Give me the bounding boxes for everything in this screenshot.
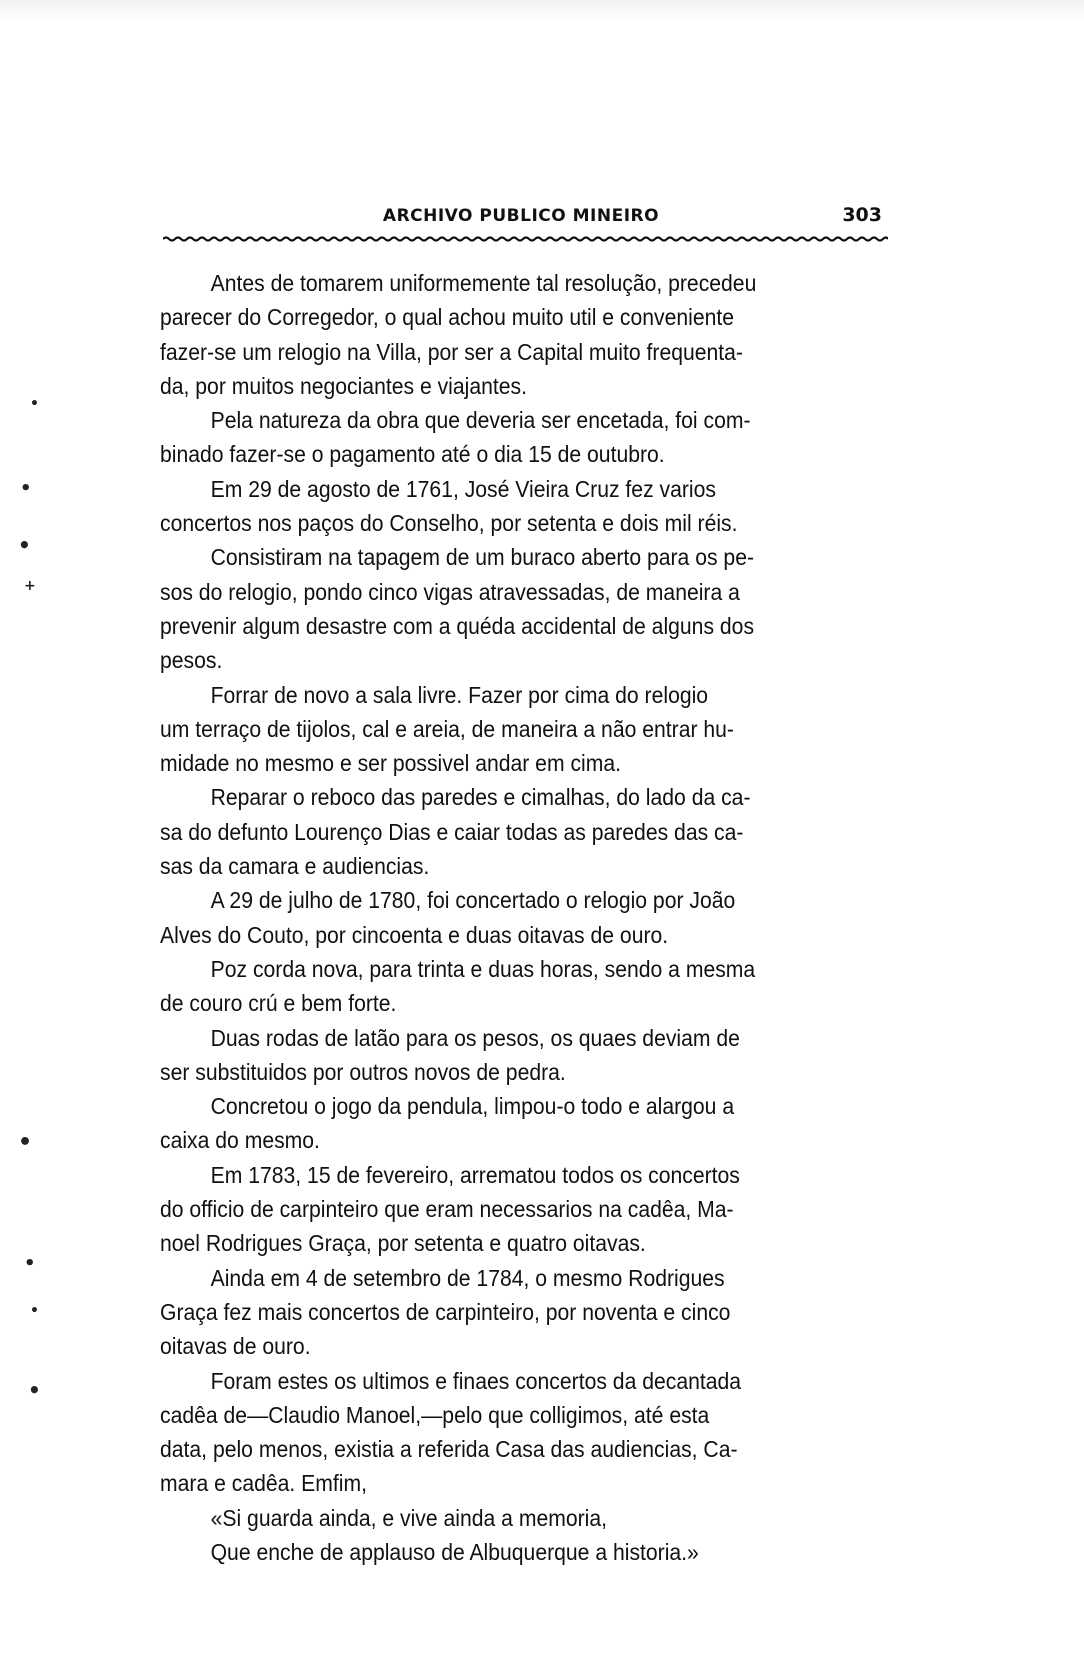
text-line: Em 29 de agosto de 1761, José Vieira Cruz fez varios: [210, 475, 716, 502]
text-line: midade no mesmo e ser possivel andar em cima.: [160, 750, 622, 777]
page-number: 303: [842, 204, 882, 226]
text-line: cadêa de—Claudio Manoel,—pelo que colligimos, até esta: [160, 1401, 710, 1428]
text-line: Ainda em 4 de setembro de 1784, o mesmo Rodrigues: [210, 1264, 725, 1291]
margin-mark: •: [28, 1378, 41, 1402]
text-line: prevenir algum desastre com a quéda accidental de alguns dos: [160, 612, 755, 639]
margin-mark: •: [18, 533, 31, 557]
page-header: [163, 196, 888, 236]
text-line: «Si guarda ainda, e vive ainda a memoria,: [210, 1504, 608, 1531]
text-line: pesos.: [160, 647, 223, 674]
running-title: ARCHIVO PUBLICO MINEIRO: [382, 206, 660, 226]
text-line: Pela natureza da obra que deveria ser encetada, foi com-: [210, 407, 751, 434]
text-line: Reparar o reboco das paredes e cimalhas, do lado da ca-: [210, 784, 751, 811]
text-line: parecer do Corregedor, o qual achou muito util e conveniente: [160, 304, 735, 331]
margin-mark: •: [18, 1130, 33, 1155]
text-line: oitavas de ouro.: [160, 1333, 311, 1360]
margin-mark: •: [24, 1253, 36, 1274]
text-line: Consistiram na tapagem de um buraco aberto para os pe-: [210, 544, 755, 571]
text-line: Duas rodas de latão para os pesos, os quaes deviam de: [210, 1024, 740, 1051]
text-line: sas da camara e audiencias.: [160, 853, 430, 880]
margin-mark: +: [24, 578, 36, 594]
text-line: mara e cadêa. Emfim,: [160, 1470, 367, 1497]
text-line: de couro crú e bem forte.: [160, 990, 397, 1017]
text-line: fazer-se um relogio na Villa, por ser a Capital muito frequenta-: [160, 338, 743, 365]
margin-mark: •: [20, 478, 32, 499]
text-line: da, por muitos negociantes e viajantes.: [160, 372, 527, 399]
text-line: Que enche de applauso de Albuquerque a historia.»: [210, 1538, 699, 1565]
margin-mark: •: [30, 396, 39, 412]
margin-mark: •: [30, 1303, 39, 1319]
text-line: um terraço de tijolos, cal e areia, de maneira a não entrar hu-: [160, 715, 734, 742]
text-line: Em 1783, 15 de fevereiro, arrematou todos os concertos: [210, 1161, 740, 1188]
body-text: [160, 266, 886, 1569]
text-line: noel Rodrigues Graça, por setenta e quatro oitavas.: [160, 1230, 646, 1257]
text-line: Alves do Couto, por cincoenta e duas oitavas de ouro.: [160, 921, 669, 948]
text-line: sa do defunto Lourenço Dias e caiar todas as paredes das ca-: [160, 818, 744, 845]
text-line: ser substituidos por outros novos de pedra.: [160, 1058, 566, 1085]
scan-edge-shadow: [0, 0, 1084, 22]
text-line: Foram estes os ultimos e finaes concertos da decantada: [210, 1367, 742, 1394]
header-wavy-rule: [163, 236, 888, 242]
text-line: caixa do mesmo.: [160, 1127, 320, 1154]
text-line: concertos nos paços do Conselho, por setenta e dois mil réis.: [160, 510, 738, 537]
text-line: do officio de carpinteiro que eram necessarios na cadêa, Ma-: [160, 1196, 734, 1223]
text-line: data, pelo menos, existia a referida Casa das audiencias, Ca-: [160, 1436, 738, 1463]
text-line: Forrar de novo a sala livre. Fazer por cima do relogio: [210, 681, 709, 708]
text-line: binado fazer-se o pagamento até o dia 15 de outubro.: [160, 441, 665, 468]
text-line: Poz corda nova, para trinta e duas horas, sendo a mesma: [210, 955, 756, 982]
text-line: sos do relogio, pondo cinco vigas atravessadas, de maneira a: [160, 578, 740, 605]
text-line: Concretou o jogo da pendula, limpou-o todo e alargou a: [210, 1093, 735, 1120]
text-line: A 29 de julho de 1780, foi concertado o relogio por João: [210, 887, 736, 914]
text-line: Antes de tomarem uniformemente tal resolução, precedeu: [210, 270, 757, 296]
text-line: Graça fez mais concertos de carpinteiro, por noventa e cinco: [160, 1298, 731, 1325]
